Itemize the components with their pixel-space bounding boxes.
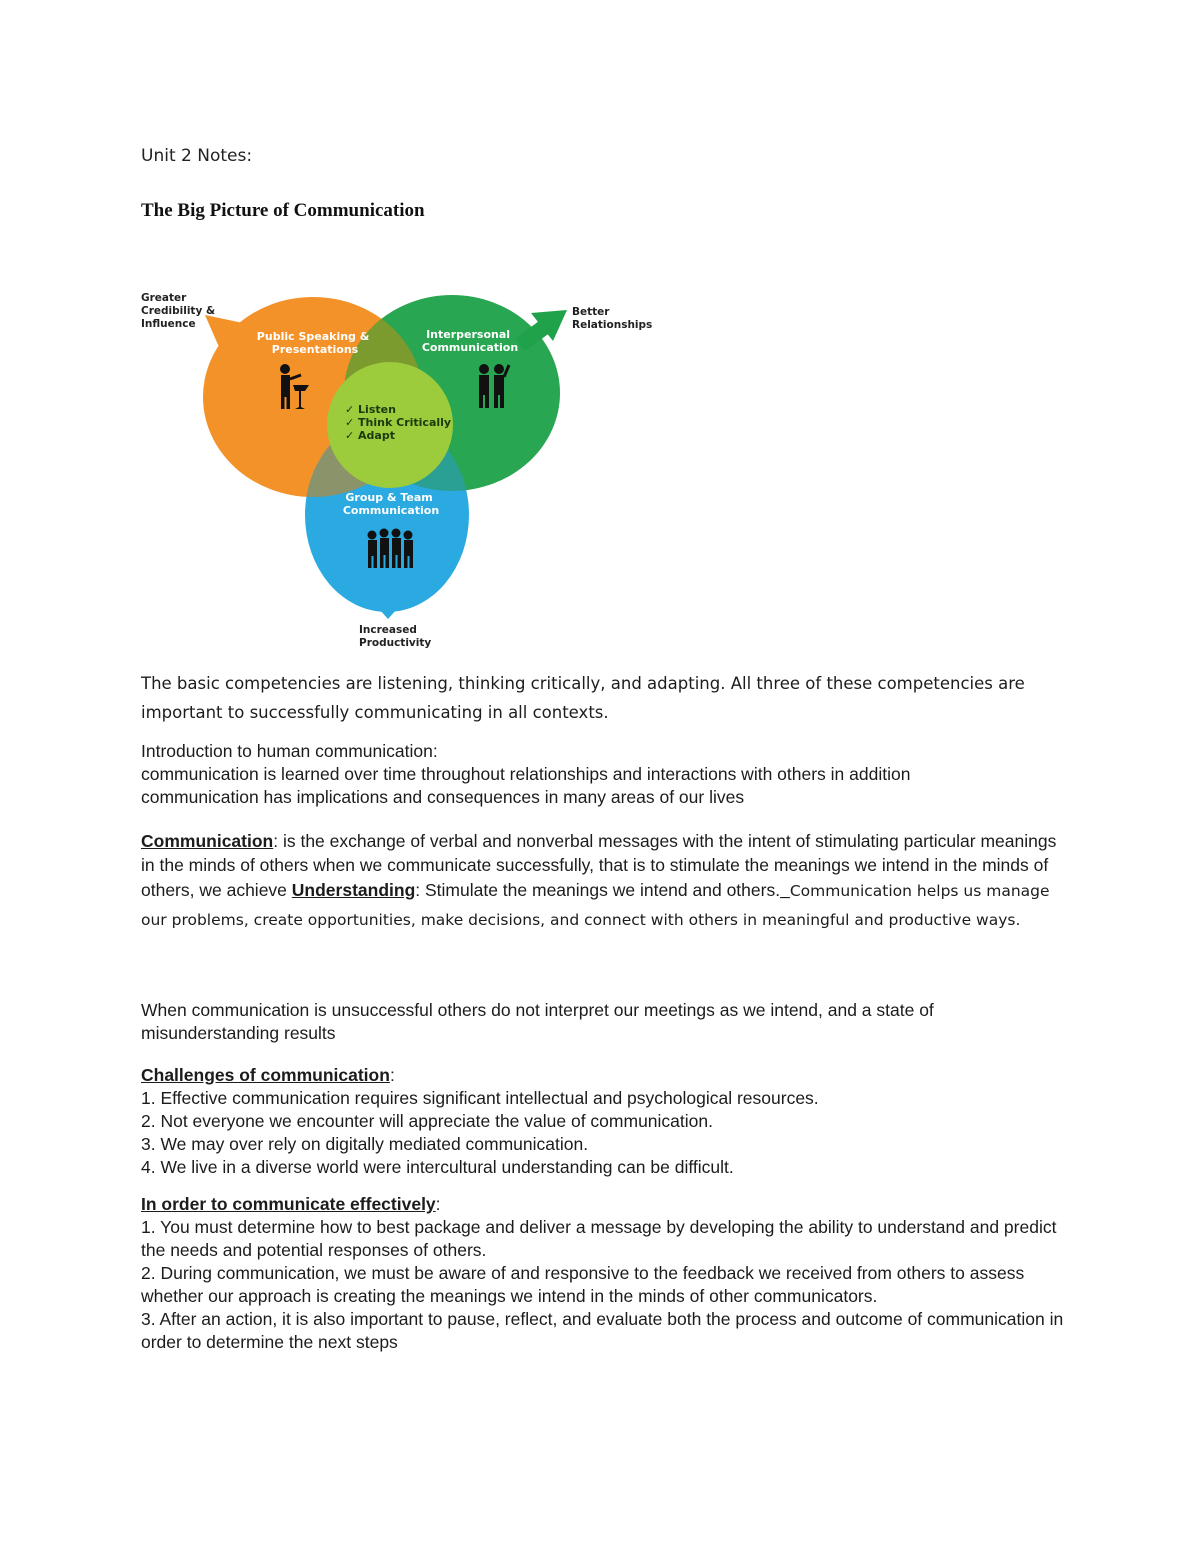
effective-heading: In order to communicate effectively <box>141 1194 436 1214</box>
center-competencies-text: ✓ Listen ✓ Think Critically ✓ Adapt <box>345 403 452 442</box>
challenges-section: Challenges of communication: 1. Effective communication requires significant intellectual and psychological resources. 2. Not everyone we encounter will appreciate the value of communication. 3. We may over rely on digitally mediated communication. 4. We live in a diverse world were intercultural understanding can be difficult. <box>141 1064 1071 1179</box>
list-item: 2. Not everyone we encounter will appreciate the value of communication. <box>141 1111 713 1131</box>
list-item: 3. After an action, it is also important to pause, reflect, and evaluate both the process and outcome of communication in order to determine the next steps <box>141 1309 1064 1352</box>
list-item: 3. We may over rely on digitally mediated communication. <box>141 1134 589 1154</box>
challenges-heading: Challenges of communication <box>141 1065 390 1085</box>
outcome-productivity-label: Increased Productivity <box>359 624 432 649</box>
public-speaking-label: Public Speaking & Presentations <box>256 330 370 356</box>
outcome-relationships-label: Better Relationships <box>572 306 653 331</box>
competencies-paragraph: The basic competencies are listening, thinking critically, and adapting. All three of these competencies are important to successfully communicating in all contexts. <box>141 674 1025 722</box>
group-team-label: Group & Team Communication <box>342 491 440 517</box>
unsuccessful-paragraph: When communication is unsuccessful others do not interpret our meetings as we intend, and a state of misunderstanding results <box>141 1000 934 1043</box>
term-communication: Communication <box>141 831 274 851</box>
outcome-credibility-label: Greater Credibility & Influence <box>141 292 216 330</box>
intro-heading: Introduction to human communication: <box>141 741 438 761</box>
list-item: 1. You must determine how to best package and deliver a message by developing the ability to understand and predict the needs and potential responses of others. <box>141 1217 1057 1260</box>
list-item: 2. During communication, we must be aware of and responsive to the feedback we received from others to assess whether our approach is creating the meanings we intend in the minds of other communicators. <box>141 1263 1025 1306</box>
communication-benefits: Communication helps us manage our problems, create opportunities, make decisions, and connect with others in meaningful and productive ways. <box>141 882 1050 929</box>
main-title: The Big Picture of Communication <box>141 200 425 221</box>
unit-title: Unit 2 Notes: <box>141 146 253 166</box>
term-understanding: Understanding <box>291 880 416 900</box>
intro-line-2: communication is learned over time throughout relationships and interactions with others in addition <box>141 764 911 784</box>
list-item: 4. We live in a diverse world were intercultural understanding can be difficult. <box>141 1157 734 1177</box>
effective-communication-section: In order to communicate effectively: 1. You must determine how to best package and deliver a message by developing the ability to understand and predict the needs and potential responses of others. 2. During communication, we must be aware of and responsive to the feedback we received from others to assess whether our approach is creating the meanings we intend in the minds of other communicators. 3. After an action, it is also important to pause, reflect, and evaluate both the process and outcome of communication in order to determine the next steps <box>141 1193 1071 1354</box>
intro-section <box>141 740 1071 809</box>
communication-definition: Communication: is the exchange of verbal and nonverbal messages with the intent of stimulating particular meanings in the minds of others when we communicate successfully, that is to stimulate the meanings we intend in the minds of others, we achieve Understanding: Stimulate the meanings we intend and others._Communication helps us manage our problems, create opportunities, make decisions, and connect with others in meaningful and productive ways. <box>141 831 1057 929</box>
interpersonal-label: Interpersonal Communication <box>421 328 519 354</box>
list-item: 1. Effective communication requires significant intellectual and psychological resources. <box>141 1088 819 1108</box>
intro-line-3: communication has implications and consequences in many areas of our lives <box>141 787 745 807</box>
communication-venn-diagram <box>135 285 655 655</box>
